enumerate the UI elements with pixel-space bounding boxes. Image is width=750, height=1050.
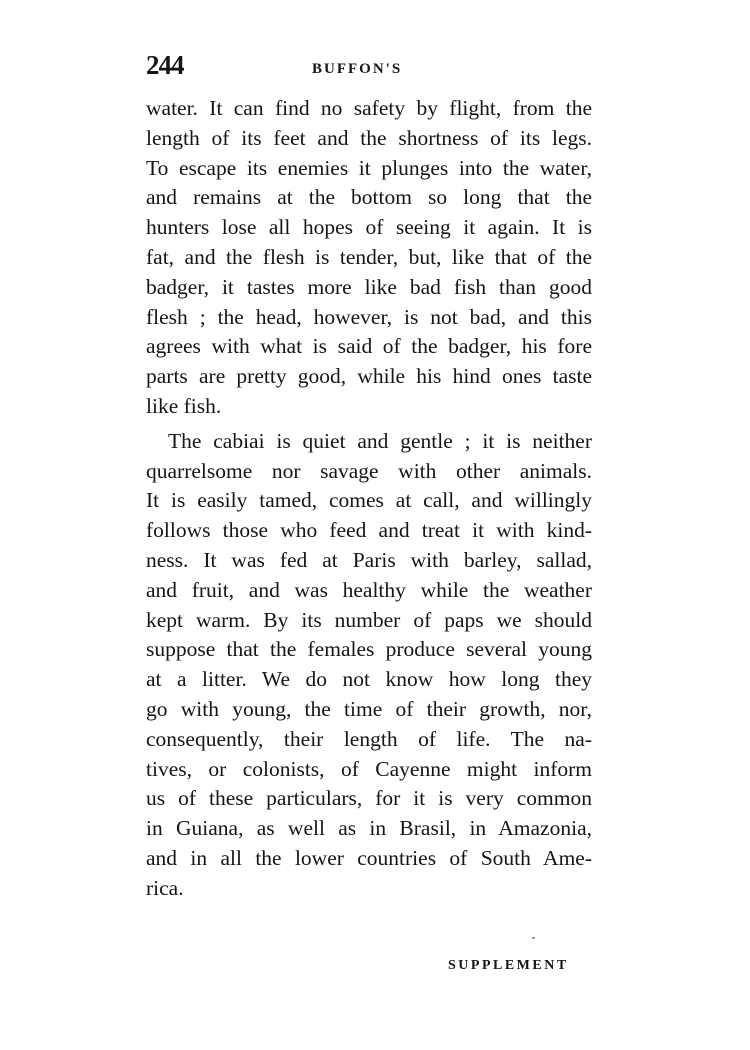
- text-line: To escape its enemies it plunges into the water,: [146, 155, 592, 180]
- text-line: flesh ; the head, however, is not bad, and this: [146, 304, 592, 329]
- text-line: follows those who feed and treat it with kind-: [146, 518, 592, 543]
- text-line: agrees with what is said of the badger, his fore: [146, 334, 592, 359]
- text-line: and fruit, and was healthy while the weather: [146, 577, 592, 602]
- text-line: and in all the lower countries of South Ame-: [146, 845, 592, 870]
- page-header: [146, 50, 592, 90]
- running-head: BUFFON'S: [312, 61, 403, 77]
- text-line: fat, and the flesh is tender, but, like that of the: [146, 244, 592, 269]
- text-line: length of its feet and the shortness of its legs.: [146, 125, 592, 150]
- paragraph-2: [146, 427, 592, 904]
- text-line: go with young, the time of their growth, nor,: [146, 696, 592, 721]
- text-line: consequently, their length of life. The na-: [146, 726, 592, 751]
- text-line: like fish.: [146, 393, 222, 418]
- text-line: in Guiana, as well as in Brasil, in Amazonia,: [146, 816, 592, 841]
- text-line: at a litter. We do not know how long they: [146, 667, 592, 692]
- catchword: SUPPLEMENT: [448, 958, 569, 973]
- text-line: quarrelsome nor savage with other animals.: [146, 458, 592, 483]
- text-line: suppose that the females produce several young: [146, 637, 592, 662]
- text-line: water. It can find no safety by flight, from the: [146, 96, 592, 120]
- text-line: and remains at the bottom so long that the: [146, 185, 592, 210]
- text-line: rica.: [146, 875, 184, 900]
- body-text: [146, 94, 592, 904]
- text-line: parts are pretty good, while his hind ones taste: [146, 364, 592, 389]
- text-line: us of these particulars, for it is very common: [146, 786, 592, 811]
- text-line: hunters lose all hopes of seeing it again. It is: [146, 215, 592, 240]
- text-line: The cabiai is quiet and gentle ; it is neither: [168, 428, 592, 453]
- paragraph-1: [146, 94, 592, 422]
- ink-speck: [532, 937, 535, 939]
- page-number: 244: [146, 50, 184, 80]
- text-line: It is easily tamed, comes at call, and willingly: [146, 488, 592, 513]
- text-line: tives, or colonists, of Cayenne might inform: [146, 756, 592, 781]
- text-line: ness. It was fed at Paris with barley, sallad,: [146, 547, 592, 572]
- text-line: badger, it tastes more like bad fish than good: [146, 274, 592, 299]
- text-line: kept warm. By its number of paps we should: [146, 607, 592, 632]
